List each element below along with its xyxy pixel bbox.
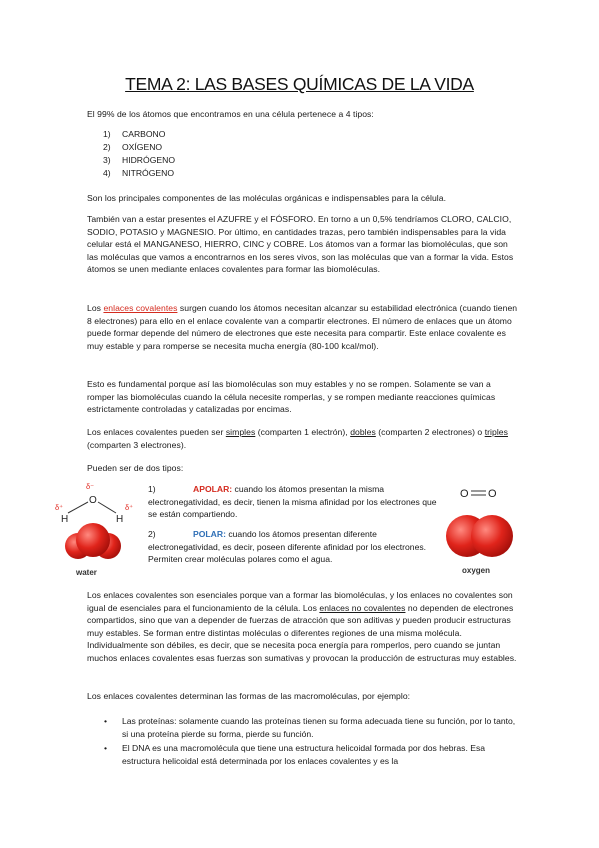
determine-paragraph: Los enlaces covalentes determinan las formas de las macromoléculas, por ejemplo: xyxy=(87,691,411,701)
examples-list xyxy=(100,715,520,769)
oxygen-label-right: O xyxy=(488,488,497,500)
bullet-icon: • xyxy=(104,743,108,753)
also-paragraph: También van a estar presentes el AZUFRE y el FÓSFORO. En torno a un 0,5% tendríamos CLORO, CALCIO, SODIO, POTASIO y MAGNESIO. Por último, en cantidades trazas, pero también indispensables para la vida celular está el MANGANESO, HIERRO, CINC y COBRE. Los átomos van a formar las biomoléculas, que son las moléculas que vamos a encontrarnos en los seres vivos, son las moléculas que van a formar la vida. Estos átomos se unen mediante enlaces covalentes para formar las biomoléculas. xyxy=(87,214,514,274)
oxygen-atom-right xyxy=(471,515,513,557)
list-item: 3) HIDRÓGENO xyxy=(103,155,175,166)
water-hydrogen-right: H xyxy=(116,514,124,525)
list-item: 4) NITRÓGENO xyxy=(103,168,175,179)
type-apolar: 1) APOLAR: cuando los átomos presentan la misma electronegatividad, es decir, tienen la misma afinidad por los electrones que se están compartiendo. xyxy=(148,484,437,519)
water-caption: water xyxy=(76,568,97,577)
page-title: TEMA 2: LAS BASES QUÍMICAS DE LA VIDA xyxy=(125,74,474,94)
water-bond-right xyxy=(98,502,116,513)
covalent-paragraph: Los enlaces covalentes surgen cuando los átomos necesitan alcanzar su estabilidad electrónica (cuando tienen 8 electrones) para ello en el enlace covalente van a compartir electrones. El número de enlaces que un átomo puede formar depende del número de electrones que este necesita para compartir. Este enlace covalente es muy estable y para romperse se necesita mucha energía (80-100 kcal/mol). xyxy=(87,303,518,351)
water-delta-minus: δ⁻ xyxy=(86,482,95,491)
noncovalent-term: enlaces no covalentes xyxy=(319,602,406,613)
fundamental-paragraph: Esto es fundamental porque así las biomoléculas son muy estables y no se rompen. Solamente se van a romper las biomoléculas cuando la célula necesite romperlas, y se rompen mediante reacciones químicas estrictamente controladas y catalizadas por encimas. xyxy=(87,379,496,414)
water-delta-plus-right: δ⁺ xyxy=(125,503,134,512)
kinds-paragraph: Los enlaces covalentes pueden ser simples (comparten 1 electrón), dobles (comparten 2 electrones) o triples (comparten 3 electrones). xyxy=(87,427,508,450)
water-bond-left xyxy=(68,502,88,513)
oxygen-label-left: O xyxy=(460,488,469,500)
water-hydrogen-left: H xyxy=(61,514,69,525)
water-o-atom xyxy=(76,523,110,557)
list-item: 1) CARBONO xyxy=(103,129,166,139)
oxygen-molecule-figure xyxy=(440,480,520,578)
list-item: 2) OXÍGENO xyxy=(103,142,163,153)
two-types-paragraph: Pueden ser de dos tipos: xyxy=(87,463,184,473)
water-delta-plus-left: δ⁺ xyxy=(55,503,64,512)
covalent-term: enlaces covalentes xyxy=(103,303,178,313)
list-item: • El DNA es una macromolécula que tiene una estructura helicoidal formada por dos hebras. Esa estructura helicoidal está determinada por los enlaces covalentes y es la xyxy=(104,743,486,766)
water-molecule-figure xyxy=(46,478,140,580)
bullet-icon: • xyxy=(104,716,108,726)
components-paragraph: Son los principales componentes de las moléculas orgánicas e indispensables para la célula. xyxy=(87,193,447,203)
elements-list xyxy=(103,128,175,180)
intro-paragraph: El 99% de los átomos que encontramos en una célula pertenece a 4 tipos: xyxy=(87,109,374,119)
essential-paragraph: Los enlaces covalentes son esenciales porque van a formar las biomoléculas, y los enlaces no covalentes son igual de esenciales para el funcionamiento de la célula. Los enlaces no covalentes no dependen de electrones compartidos, sino que van a depender de fuerzas de atracción que son aditivas y pueden producir estructuras muy estables. Se forman entre distintas moléculas o diferentes regiones de una misma molécula. Individualmente son débiles, es decir, que se necesita poca energía para romperlos, pero cuando se juntan muchos enlaces covalentes esas fuerzas son sumativas y provocan la producción de estructuras muy estables. xyxy=(87,590,517,663)
type-polar: 2) POLAR: cuando los átomos presentan diferente electronegatividad, es decir, poseen diferente afinidad por los electrones. Permiten crear moléculas polares como el agua. xyxy=(148,529,427,564)
list-item: • Las proteínas: solamente cuando las proteínas tienen su forma adecuada tiene su función, por lo tanto, si una proteína pierde su forma, pierde su función. xyxy=(104,716,516,739)
water-oxygen-label: O xyxy=(89,495,97,506)
oxygen-caption: oxygen xyxy=(462,566,491,575)
